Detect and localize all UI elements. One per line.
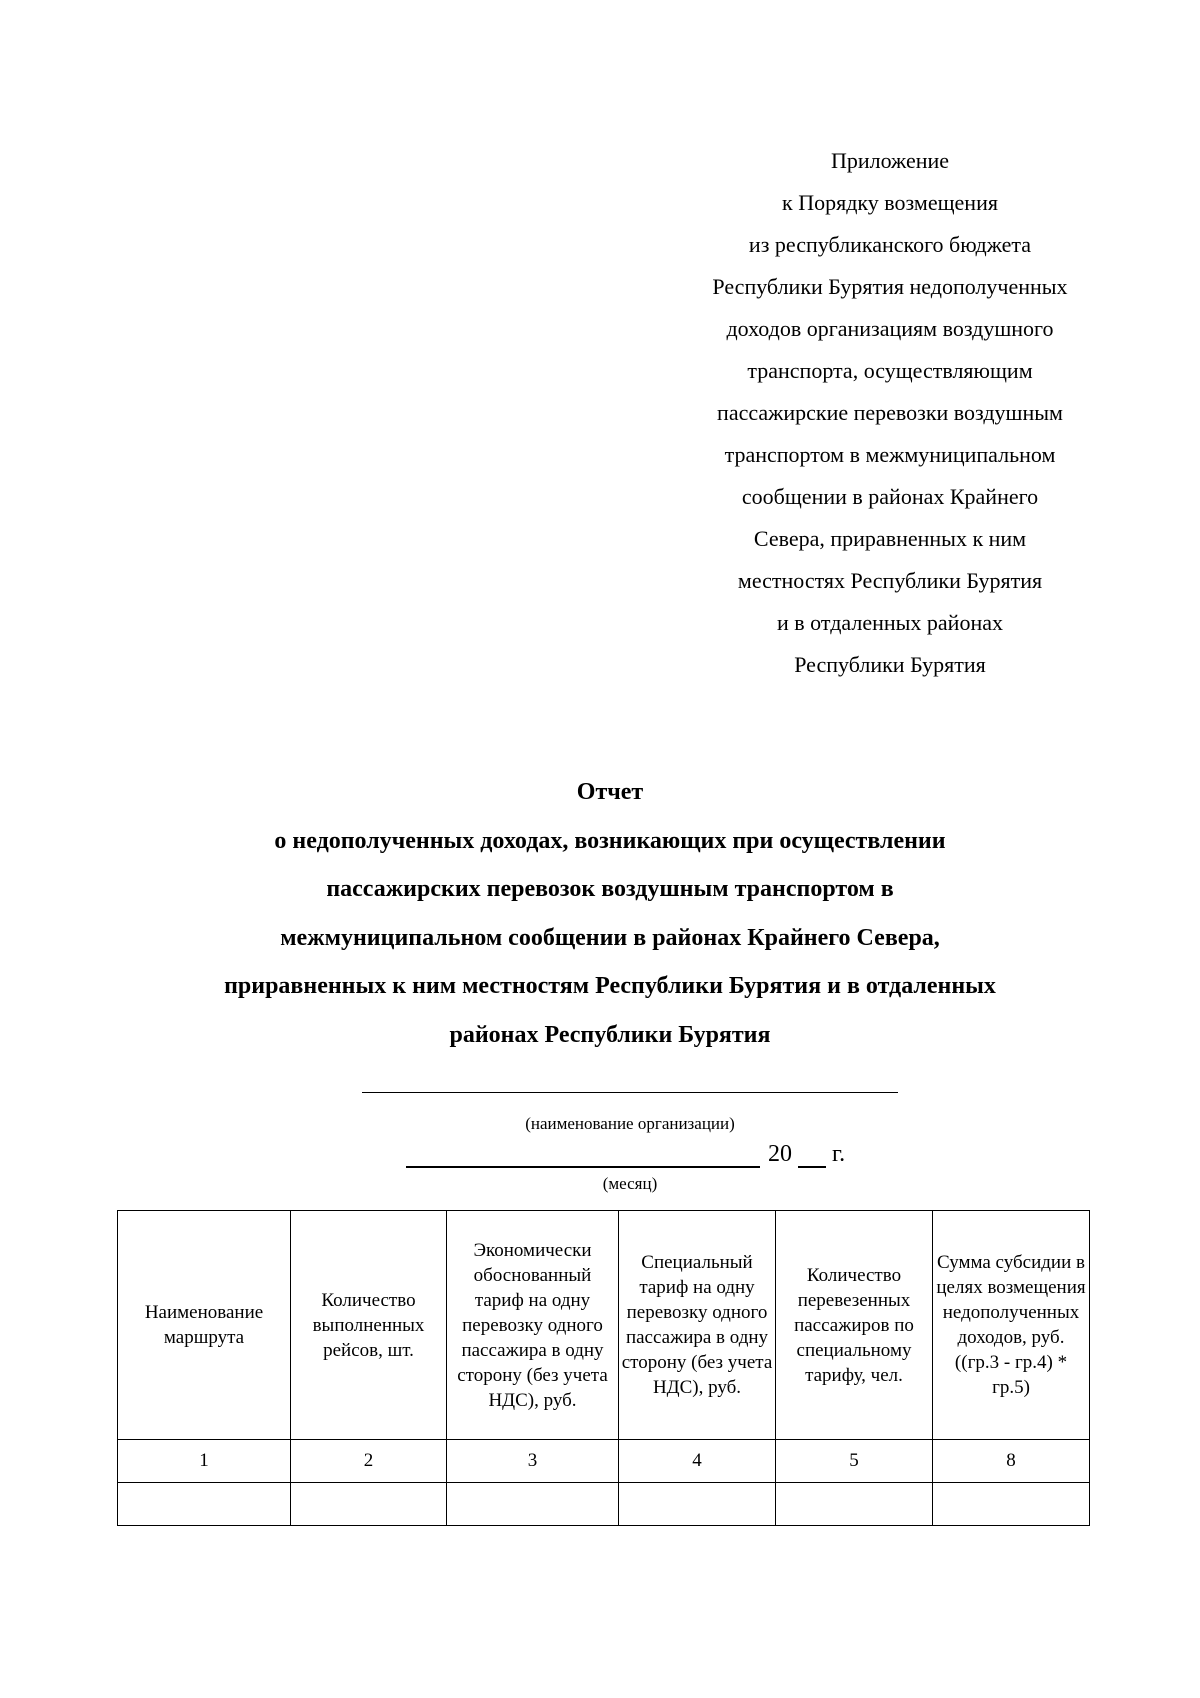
column-number: 4 [619, 1440, 776, 1483]
appendix-line: Республики Бурятия недополученных [712, 274, 1068, 299]
organization-name-caption: (наименование организации) [525, 1114, 735, 1133]
appendix-line: транспорта, осуществляющим [747, 358, 1033, 383]
report-title [110, 768, 1110, 1059]
column-number: 5 [776, 1440, 933, 1483]
header-special-tariff: Специальный тариф на одну перевозку одного пассажира в одну сторону (без учета НДС), руб. [619, 1211, 776, 1440]
appendix-line: Севера, приравненных к ним [753, 526, 1027, 551]
table-cell[interactable] [291, 1483, 447, 1526]
header-economic-tariff: Экономически обоснованный тариф на одну перевозку одного пассажира в одну сторону (без учета НДС), руб. [447, 1211, 619, 1440]
appendix-line: транспортом в межмуниципальном [724, 442, 1056, 467]
column-number: 8 [933, 1440, 1090, 1483]
appendix-line: сообщении в районах Крайнего [741, 484, 1039, 509]
table-cell[interactable] [933, 1483, 1090, 1526]
year-suffix: г. [832, 1141, 846, 1167]
appendix-line: пассажирские перевозки воздушным [717, 400, 1063, 425]
table-column-numbers-row [118, 1440, 1090, 1483]
month-caption: (месяц) [602, 1174, 658, 1193]
appendix-line: из республиканского бюджета [748, 232, 1032, 257]
appendix-line: доходов организациям воздушного [726, 316, 1054, 341]
table-header-row [118, 1211, 1090, 1440]
table-cell[interactable] [776, 1483, 933, 1526]
appendix-block [650, 140, 1130, 686]
appendix-line: и в отдаленных районах [777, 610, 1003, 635]
table-cell[interactable] [619, 1483, 776, 1526]
appendix-line: Приложение [830, 148, 950, 173]
appendix-line: Республики Бурятия [794, 652, 986, 677]
header-route-name: Наименование маршрута [118, 1211, 291, 1440]
report-title-line: пассажирских перевозок воздушным транспортом в [326, 876, 894, 902]
year-prefix: 20 [768, 1141, 792, 1167]
appendix-line: местностях Республики Бурятия [737, 568, 1043, 593]
report-table [117, 1210, 1090, 1526]
header-flights-count: Количество выполненных рейсов, шт. [291, 1211, 447, 1440]
appendix-line: к Порядку возмещения [782, 190, 998, 215]
organization-name-field[interactable] [362, 1092, 898, 1093]
report-title-line: районах Республики Бурятия [449, 1021, 771, 1048]
column-number: 3 [447, 1440, 619, 1483]
header-passengers-count: Количество перевезенных пассажиров по специальному тарифу, чел. [776, 1211, 933, 1440]
report-title-line: межмуниципальном сообщении в районах Крайнего Севера, [280, 924, 940, 951]
report-title-line: приравненных к ним местностям Республики Бурятия и в отдаленных [224, 973, 996, 999]
table-row [118, 1483, 1090, 1526]
report-title-line: о недополученных доходах, возникающих при осуществлении [274, 827, 946, 854]
report-title-line: Отчет [576, 779, 644, 805]
table-cell[interactable] [447, 1483, 619, 1526]
column-number: 1 [118, 1440, 291, 1483]
table-cell[interactable] [118, 1483, 291, 1526]
column-number: 2 [291, 1440, 447, 1483]
header-subsidy-amount: Сумма субсидии в целях возмещения недополученных доходов, руб. ((гр.3 - гр.4) * гр.5) [933, 1211, 1090, 1440]
period-row [406, 1140, 845, 1168]
year-field[interactable] [798, 1140, 826, 1168]
month-field[interactable] [406, 1140, 760, 1168]
